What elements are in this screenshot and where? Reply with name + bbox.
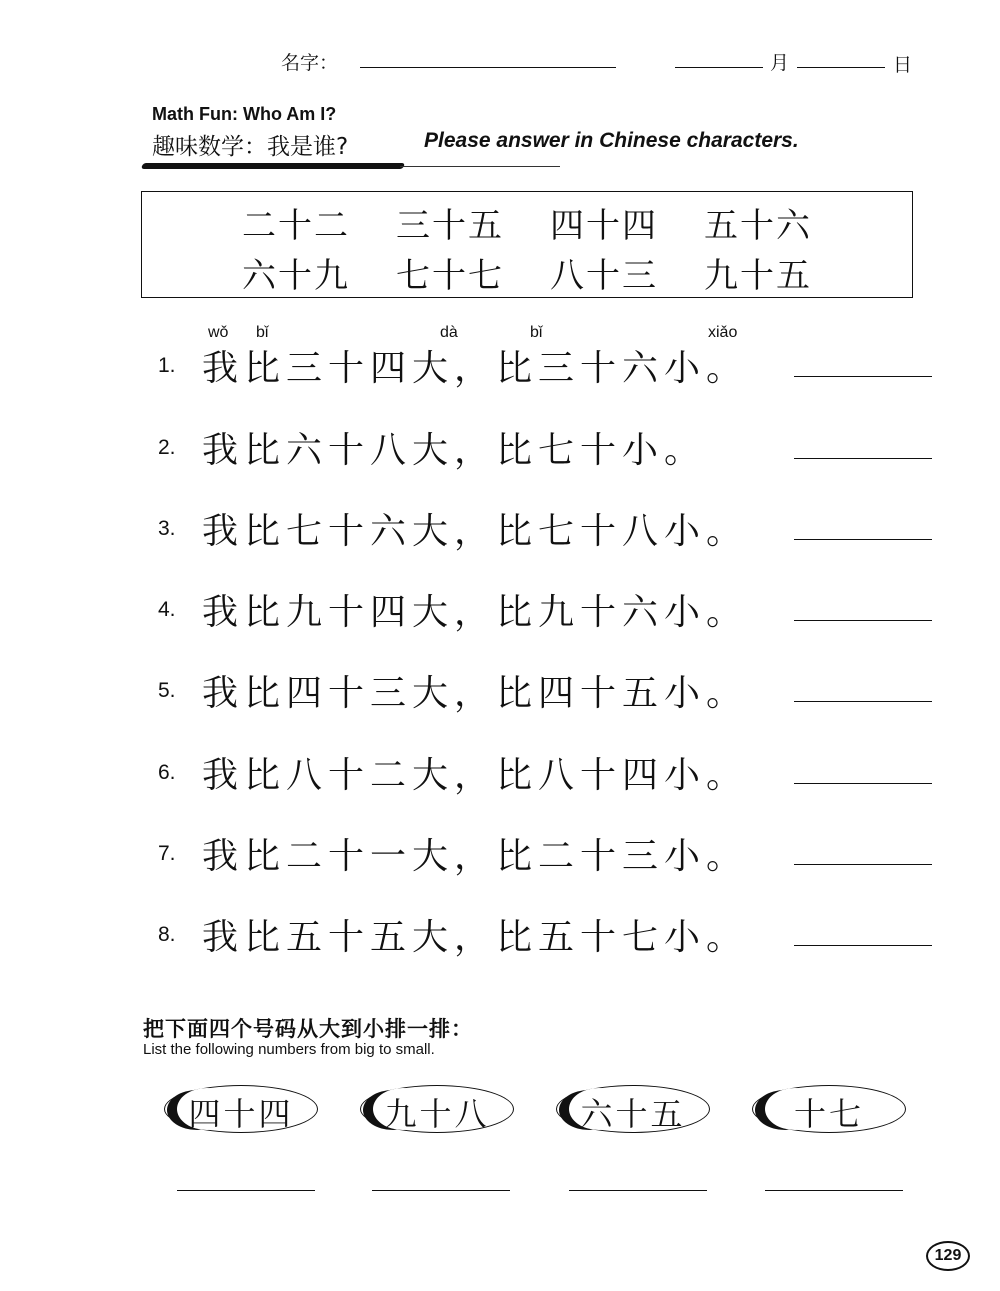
question-item [158,422,958,472]
question-number: 1. [158,354,176,377]
oval-number: 四十四 [188,1095,294,1133]
day-label: 日 [893,54,913,76]
title-english: Math Fun: Who Am I? [152,104,337,124]
oval-number: 十七 [793,1095,864,1133]
question-number: 7. [158,842,176,865]
number-choices-box [141,191,913,298]
answer-blank[interactable] [794,620,932,621]
question-number: 5. [158,679,176,702]
question-number: 6. [158,761,176,784]
answer-blank[interactable] [794,539,932,540]
thin-underline [400,166,560,167]
month-label: 月 [770,52,790,74]
order-answer-blank[interactable] [177,1190,315,1191]
number-choice: 七十七 [396,256,504,296]
title-chinese: 趣味数学：我是谁? [152,134,349,160]
name-label: 名字： [281,52,339,74]
number-choice: 六十九 [242,256,350,296]
number-choice: 三十五 [396,206,504,246]
question-text: 我比二十一大，比二十三小。 [202,836,749,877]
question-item [158,909,958,959]
question-number: 2. [158,436,176,459]
instruction: Please answer in Chinese characters. [424,129,799,152]
ordering-instruction-chinese: 把下面四个号码从大到小排一排： [143,1017,473,1041]
pinyin-xiao: xiǎo [708,324,738,341]
number-row-1 [142,198,912,247]
question-text: 我比五十五大，比五十七小。 [202,917,749,958]
number-choice: 九十五 [704,256,812,296]
number-row-2 [142,248,912,297]
page-number: 129 [926,1241,970,1271]
question-text: 我比九十四大，比九十六小。 [202,592,749,633]
question-number: 3. [158,517,176,540]
pinyin-bi: bǐ [530,324,543,341]
number-choice: 八十三 [550,256,658,296]
brush-underline [141,163,405,169]
day-field[interactable] [797,67,885,68]
order-answer-blank[interactable] [569,1190,707,1191]
question-text: 我比三十四大，比三十六小。 [202,348,749,389]
order-answer-blank[interactable] [372,1190,510,1191]
answer-blank[interactable] [794,701,932,702]
pinyin-bi: bǐ [256,324,269,341]
number-choice: 五十六 [704,206,812,246]
answer-blank[interactable] [794,783,932,784]
answer-blank[interactable] [794,945,932,946]
question-item [158,503,958,553]
question-item [158,828,958,878]
ordering-instruction-english: List the following numbers from big to small. [143,1041,435,1058]
month-field[interactable] [675,67,763,68]
answer-blank[interactable] [794,458,932,459]
question-text: 我比八十二大，比八十四小。 [202,755,749,796]
number-choice: 四十四 [550,206,658,246]
number-oval [360,1085,518,1137]
question-text: 我比四十三大，比四十五小。 [202,673,749,714]
oval-number: 九十八 [384,1095,490,1133]
question-item [158,340,958,390]
question-number: 4. [158,598,176,621]
question-item [158,747,958,797]
number-oval [164,1085,322,1137]
number-oval [556,1085,714,1137]
question-item [158,665,958,715]
question-number: 8. [158,923,176,946]
question-text: 我比六十八大，比七十小。 [202,430,707,471]
number-choice: 二十二 [242,206,350,246]
number-oval [752,1085,910,1137]
pinyin-da: dà [440,324,458,341]
question-text: 我比七十六大，比七十八小。 [202,511,749,552]
question-item [158,584,958,634]
answer-blank[interactable] [794,864,932,865]
name-field[interactable] [360,67,616,68]
answer-blank[interactable] [794,376,932,377]
order-answer-blank[interactable] [765,1190,903,1191]
oval-number: 六十五 [580,1095,686,1133]
pinyin-wo: wǒ [208,324,229,341]
